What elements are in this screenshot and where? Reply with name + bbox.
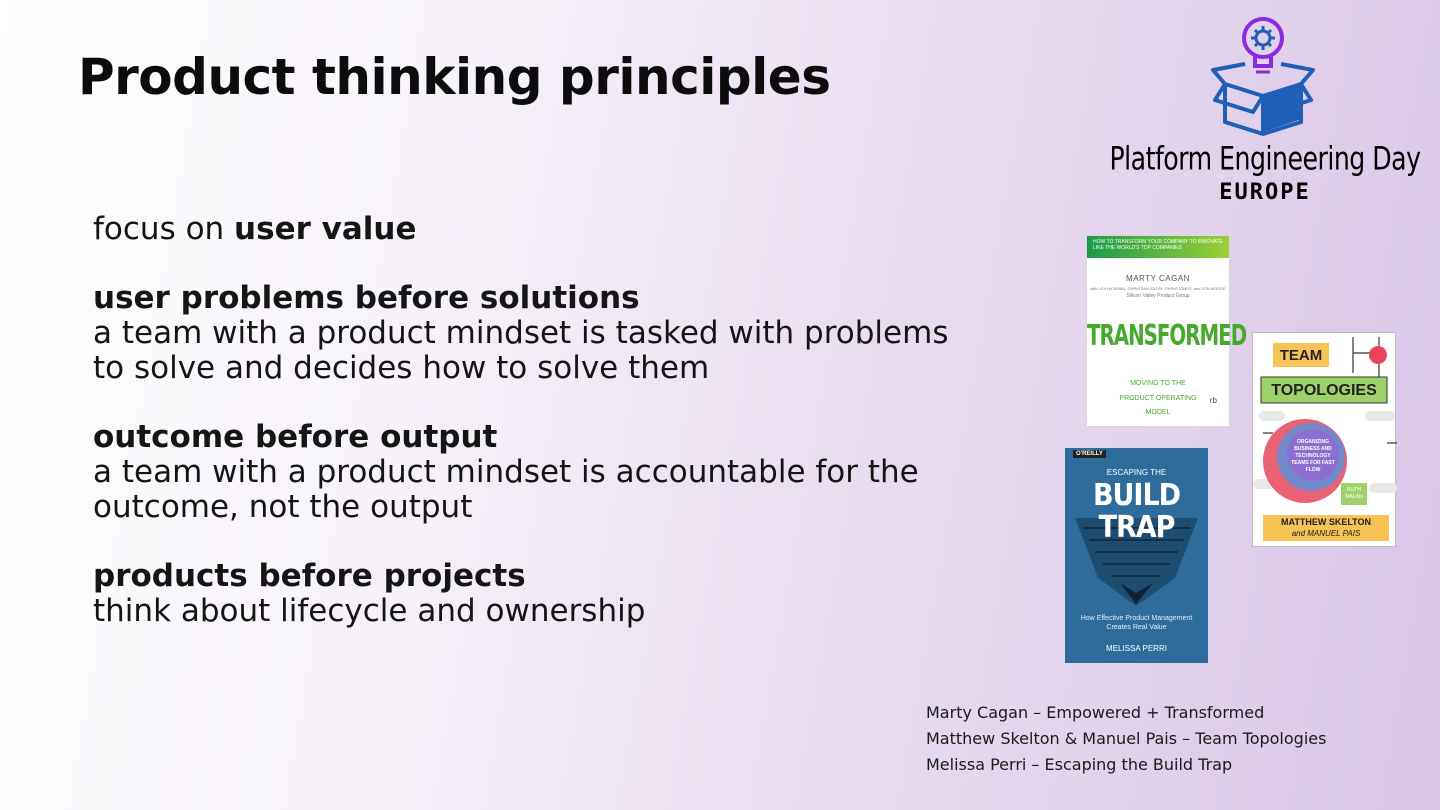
logo-subtitle: EUROPE xyxy=(1219,180,1311,205)
book-author: MATTHEW SKELTON xyxy=(1281,517,1371,527)
book-coauthors: with LEA HICKMAN, CHRISTIAN IDIODI, CHRIS JONES, and JON MOORE xyxy=(1090,286,1226,291)
book-subtitle: MODEL xyxy=(1145,409,1171,416)
book-org: Silicon Valley Product Group xyxy=(1126,293,1190,299)
principles-list xyxy=(93,212,1013,663)
logo-title: Platform Engineering Day xyxy=(1109,139,1421,178)
book-subtitle: PRODUCT OPERATING xyxy=(1119,395,1197,402)
book-foreword: MALAN xyxy=(1345,494,1363,500)
book-tagline: HOW TO TRANSFORM YOUR COMPANY TO INNOVATE LIKE THE WORLD'S TOP COMPANIES xyxy=(1087,236,1229,258)
principle-problems xyxy=(93,281,1013,386)
principle-body: think about lifecycle and ownership xyxy=(93,593,646,629)
principle-lead: focus on xyxy=(93,211,235,247)
principle-body: to solve and decides how to solve them xyxy=(93,350,710,386)
book-subtitle: MOVING TO THE xyxy=(1130,380,1186,387)
references-list xyxy=(926,700,1326,778)
reference-item: Melissa Perri – Escaping the Build Trap xyxy=(926,755,1233,774)
book-publisher: O'REILLY xyxy=(1073,450,1106,458)
lightbulb-gear-box-icon xyxy=(1105,14,1425,139)
book-title: TRAP xyxy=(1098,510,1175,545)
book-title: TRANSFORMED xyxy=(1087,320,1247,353)
book-cover-build-trap xyxy=(1065,448,1208,663)
principle-body: a team with a product mindset is tasked with problems xyxy=(93,315,949,351)
book-title: TOPOLOGIES xyxy=(1271,382,1377,399)
principle-products xyxy=(93,559,1013,629)
principle-lead-bold: user value xyxy=(234,211,417,247)
reference-item: Matthew Skelton & Manuel Pais – Team Topologies xyxy=(926,729,1327,748)
book-title-pre: ESCAPING THE xyxy=(1106,468,1167,477)
slide-title: Product thinking principles xyxy=(78,48,831,106)
reference-item: Marty Cagan – Empowered + Transformed xyxy=(926,703,1265,722)
principle-heading: user problems before solutions xyxy=(93,280,640,316)
book-subtitle: TECHNOLOGY xyxy=(1295,453,1331,459)
principle-outcome xyxy=(93,420,1013,525)
book-subtitle: ORGANIZING xyxy=(1297,439,1329,445)
book-subtitle: BUSINESS AND xyxy=(1294,446,1332,452)
book-title: BUILD xyxy=(1092,478,1181,513)
book-subtitle: Creates Real Value xyxy=(1106,624,1167,631)
book-cover-team-topologies xyxy=(1252,332,1396,547)
principle-body: outcome, not the output xyxy=(93,489,473,525)
principle-heading: products before projects xyxy=(93,558,526,594)
book-author: and MANUEL PAIS xyxy=(1291,529,1361,538)
book-author: MARTY CAGAN xyxy=(1126,274,1190,283)
principle-user-value xyxy=(93,212,1013,247)
book-subtitle: TEAMS FOR FAST xyxy=(1291,460,1335,466)
book-publisher: rb xyxy=(1209,396,1217,405)
book-subtitle: How Effective Product Management xyxy=(1080,615,1193,622)
book-subtitle: FLOW xyxy=(1305,467,1321,473)
book-author: MELISSA PERRI xyxy=(1106,644,1167,653)
book-title: TEAM xyxy=(1279,347,1323,364)
principle-body: a team with a product mindset is accountable for the xyxy=(93,454,919,490)
book-foreword: RUTH xyxy=(1347,487,1361,493)
book-cover-transformed xyxy=(1086,235,1247,427)
platform-engineering-day-logo xyxy=(1105,14,1425,204)
principle-heading: outcome before output xyxy=(93,419,498,455)
